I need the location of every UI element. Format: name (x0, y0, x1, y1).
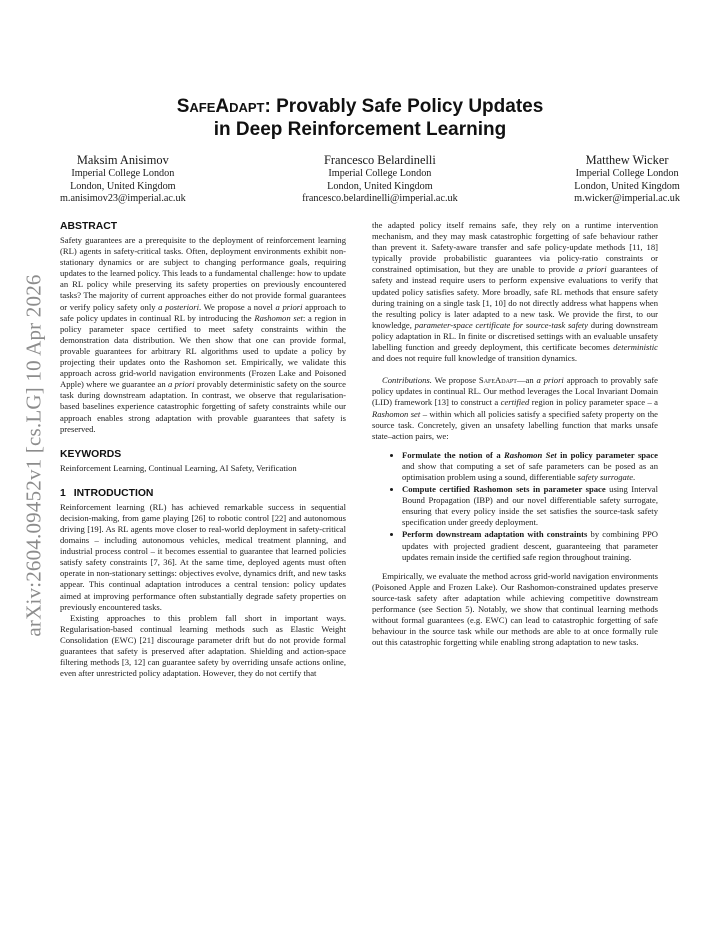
author-1 (60, 153, 186, 206)
contributions-paragraph: Contributions. We propose SafeAdapt—an a priori approach to provably safe policy updates in continual RL. Our method leverages the Local Invariant Domain (LID) framework [13] to construct a certified region in policy parameter space – a Rashomon set – within which all policies satisfy a specified safety property on the source task. Concretely, given an unsafety labelling function that marks unsafe state–action pairs, we: (372, 375, 658, 441)
title-line-1 (60, 95, 660, 118)
contributions-list (372, 450, 658, 563)
author-email: m.anisimov23@imperial.ac.uk (60, 193, 186, 205)
contributions-runin: Contributions. (382, 375, 432, 386)
author-affiliation: Imperial College London (71, 168, 175, 179)
author-2 (302, 153, 458, 206)
author-affiliation: Imperial College London (328, 168, 432, 179)
empirical-summary-paragraph: Empirically, we evaluate the method across grid-world navigation environments (Poisoned Apple and Frozen Lake). Our Rashomon-constrained updates preserve source-task safety after adaptation while achieving competitive downstream performance (see Section 5). Notably, we show that continual learning methods without formal guarantees (e.g. EWC) can lead to catastrophic forgetting of safe behaviour in the source task while our methods are able to at once formally rule out this catastrophic forgetting while enabling strong adaptation to new tasks. (372, 570, 658, 648)
author-block (60, 153, 680, 206)
keywords-heading: KEYWORDS (60, 448, 122, 460)
author-location: London, United Kingdom (327, 180, 433, 192)
author-email: m.wicker@imperial.ac.uk (574, 193, 680, 205)
arxiv-id-text: arXiv:2604.09452v1 [cs.LG] 10 Apr 2026 (21, 273, 46, 637)
title-line-1-rest: : Provably Safe Policy Updates (264, 96, 544, 117)
arxiv-identifier-stamp (14, 255, 54, 655)
author-name: Maksim Anisimov (76, 153, 169, 167)
list-item: • Formulate the notion of a Rashomon Set in policy parameter space and show that computing a set of safe parameters can be posed as an optimisation problem using a sound, differentiable safety surrogate. (402, 450, 658, 483)
paper-title (60, 95, 660, 141)
author-name: Matthew Wicker (585, 153, 669, 167)
abstract-heading: ABSTRACT (60, 221, 118, 232)
introduction-heading (60, 487, 346, 500)
section-number: 1 (60, 487, 66, 499)
author-location: London, United Kingdom (70, 180, 176, 192)
left-column (60, 220, 346, 679)
author-3 (574, 153, 680, 206)
author-location: London, United Kingdom (574, 180, 680, 192)
author-name: Francesco Belardinelli (323, 153, 436, 167)
abstract-paragraph: Safety guarantees are a prerequisite to the deployment of reinforcement learning (RL) agents in safety-critical tasks. Often, deployment environments exhibit non-stationary dynamics or are subject to changing performance goals, requiring updates to the learned policy. This leads to a fundamental challenge: how to update an RL policy while preserving its safety properties on previously encountered tasks? The majority of current approaches either do not provide formal guarantees or verify policy safety only a posteriori. We propose a novel a priori approach to safe policy updates in continual RL by introducing the Rashomon set: a region in policy parameter space certified to meet safety constraints within the demonstration data distribution. We then show that one can provide formal, provable guarantees for arbitrary RL algorithms used to update a policy by projecting their updates onto the Rashomon set. Empirically, we validate this approach across grid-world navigation environments (Frozen Lake and Poisoned Apple) where we guarantee an a priori provably deterministic safety on the source task during downstream adaptation. In contrast, we observe that regularisation-based baselines experience catastrophic forgetting of safety constraints while our approach enables strong adaptation with provable guarantees that safety is preserved. (60, 235, 346, 434)
title-method-name: SafeAdapt (176, 96, 265, 117)
section-title: INTRODUCTION (73, 487, 154, 499)
intro-paragraph-2: Existing approaches to this problem fall short in important ways. Regularisation-based continual learning methods such as Elastic Weight Consolidation (EWC) [21] discourage parameter drift but do not provide formal guarantees that safety is preserved after adaptation. Shielding and action-space filtering methods [3, 12] can guarantee safety by overriding unsafe actions online, even after unrestricted policy adaptation. However, they do not certify that (60, 612, 346, 679)
intro-paragraph-3: the adapted policy itself remains safe, they rely on a runtime intervention mechanism, and they may mask catastrophic forgetting of safe behaviour rather than prevent it. Safety-aware transfer and safe policy-update methods [11, 18] typically provide probabilistic guarantees via policy-ratio constraints or constrained optimisation, but they are unable to provide a priori guarantees of safety and instead require users to perform expensive evaluations to verify that updated policy satisfies safety. More broadly, safe RL methods that ensure safety during training on a single task [1, 10] do not directly address what happens when the resulting policy is later adapted to a new task. We provide the first, to our knowledge, parameter-space certificate for source-task safety during downstream policy adaptation in RL. In finite or discretised settings with an evaluable unsafety labelling function and greedy deployment, this certificate becomes deterministic and does not require full knowledge of transition dynamics. (372, 220, 658, 364)
list-item: • Compute certified Rashomon sets in parameter space using Interval Bound Propagation (IBP) and our novel differentiable safety surrogate, ensuring that every policy inside the set satisfies the source-task safety specification under greedy deployment. (402, 484, 658, 528)
author-email: francesco.belardinelli@imperial.ac.uk (302, 193, 458, 205)
intro-paragraph-1: Reinforcement learning (RL) has achieved remarkable success in sequential decision-making, from game playing [26] to robotic control [22] and autonomous driving [19]. As RL agents move closer to real-world deployment in safety-critical domains – including autonomous vehicles, medical treatment planning, and industrial process control – it becomes essential to guarantee that learned policies satisfy safety constraints [7, 36]. At the same time, deployed agents must often operate in non-stationary settings: objectives evolve, dynamics drift, and new tasks appear. This continual adaptation introduces a central tension: policy updates aimed at improving performance often substantially degrade safety properties on previously encountered tasks. (60, 501, 346, 612)
keywords-text: Reinforcement Learning, Continual Learning, AI Safety, Verification (60, 462, 297, 473)
list-item: • Perform downstream adaptation with constraints by combining PPO updates with projected gradient descent, guaranteeing that parameter updates remain inside the certified safe region throughout training. (402, 529, 658, 562)
method-name: SafeAdapt (478, 375, 517, 386)
right-column (372, 220, 658, 648)
author-affiliation: Imperial College London (575, 168, 679, 179)
paragraph-gap (372, 364, 658, 375)
title-line-2: in Deep Reinforcement Learning (213, 119, 507, 140)
